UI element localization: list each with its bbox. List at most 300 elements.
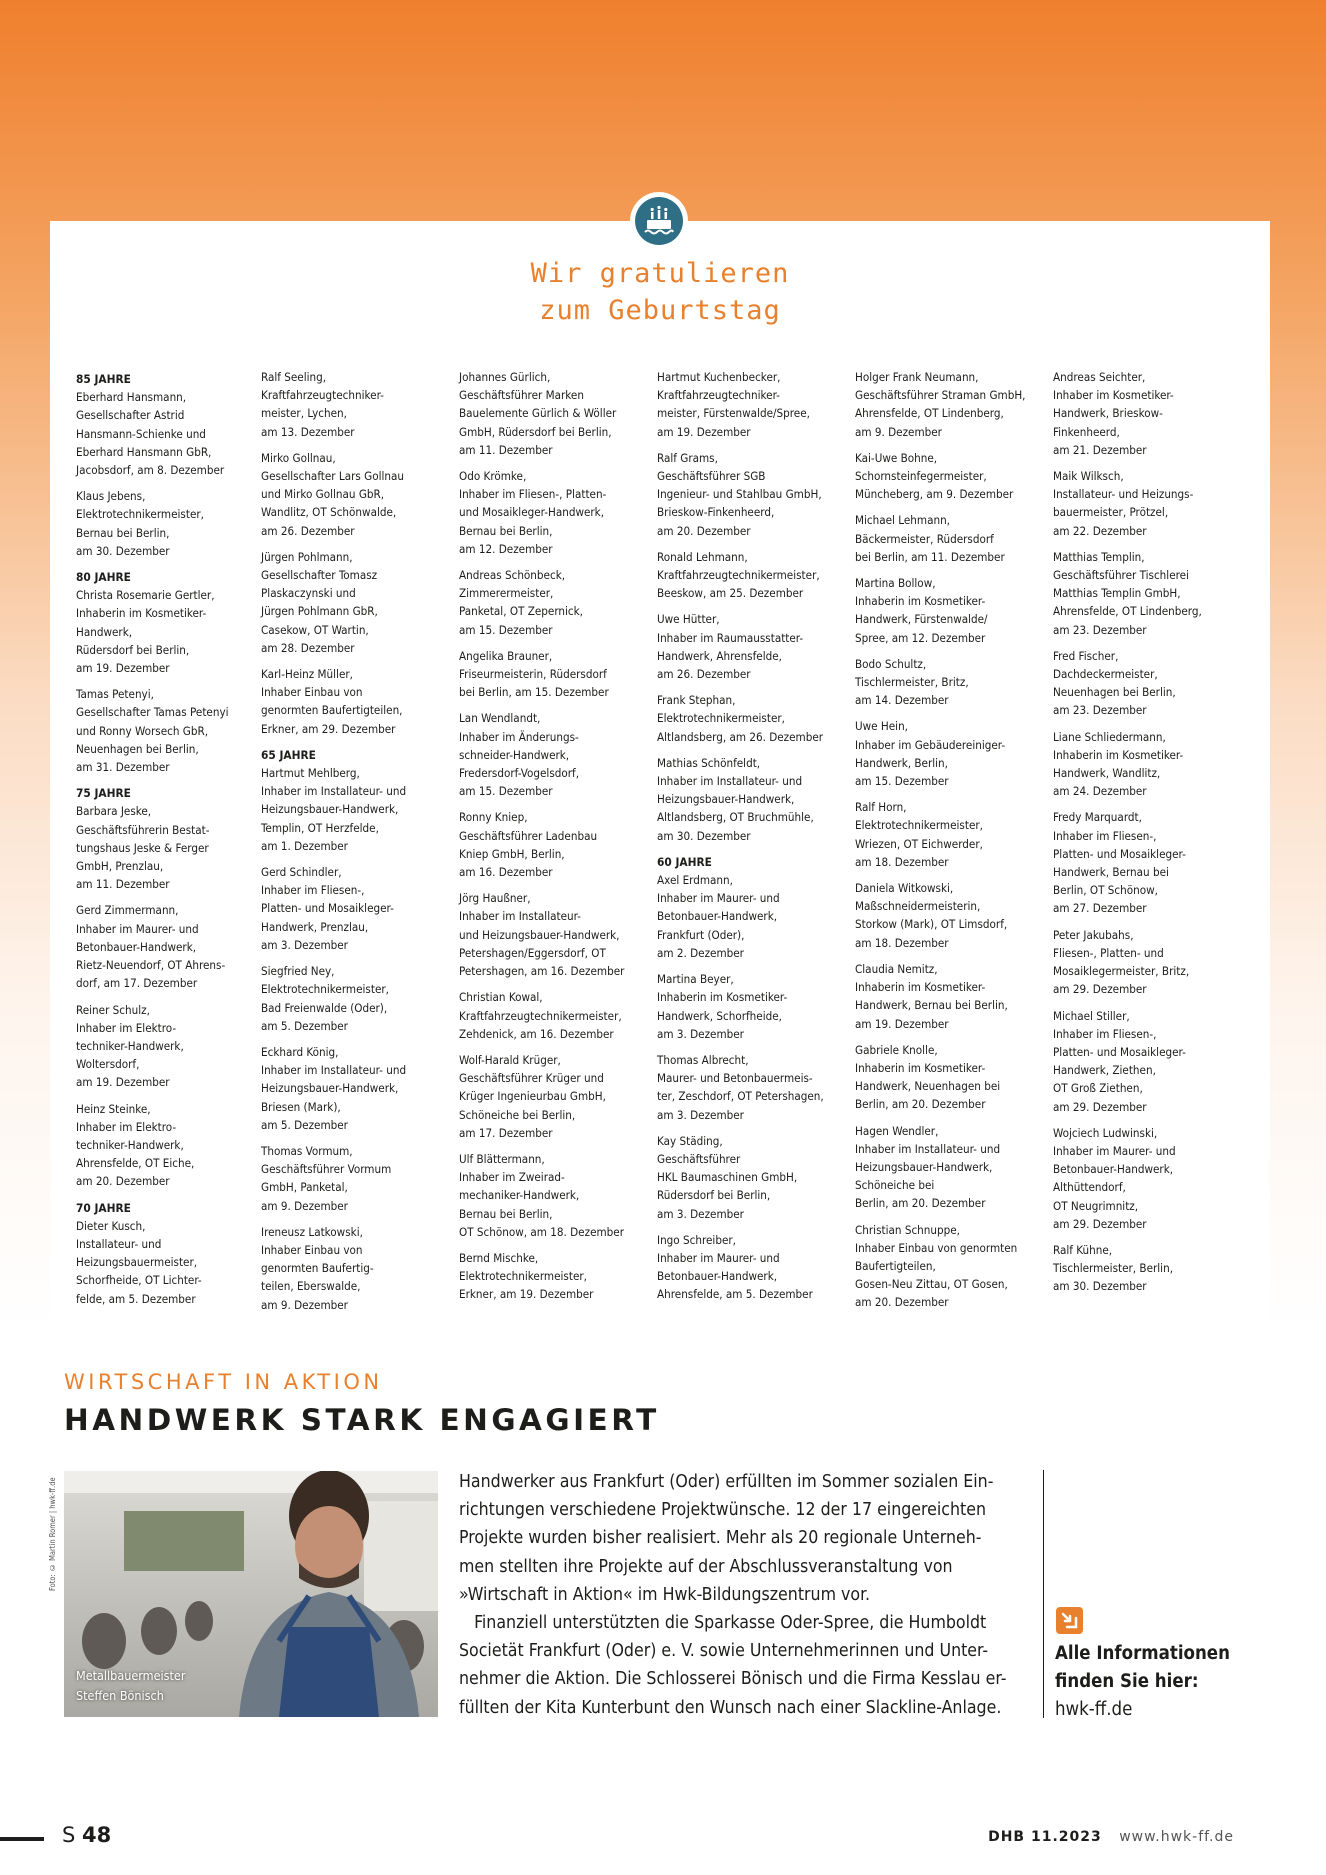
entry-line: Zehdenick, am 16. Dezember [459,1026,614,1041]
cake-badge [630,192,688,250]
entry-line: Berlin, OT Schönow, [1053,883,1158,898]
entry-line: Holger Frank Neumann, [855,370,979,384]
entry-line: genormten Baufertig- [261,1261,374,1276]
entry-line: Betonbauer-Handwerk, [657,1269,778,1284]
birthday-entry [855,960,1045,1033]
birthday-entry [657,1132,847,1223]
entry-line: Kraftfahrzeugtechniker- [657,388,780,403]
entry-line: am 27. Dezember [1053,901,1147,916]
entry-line: Hartmut Mehlberg, [261,766,360,781]
entry-line: Dachdeckermeister, [1053,667,1158,682]
entry-line: Geschäftsführer Straman GmbH, [855,388,1026,403]
entry-line: Hartmut Kuchenbecker, [657,370,781,384]
entry-line: Elektrotechnikermeister, [657,711,785,726]
birthday-entry [459,368,649,459]
entry-line: am 26. Dezember [261,523,355,538]
entry-line: Ronny Kniep, [459,810,528,825]
entry-line: am 29. Dezember [1053,1099,1147,1114]
entry-line: Fredersdorf-Vogelsdorf, [459,766,580,781]
entry-line: Gesellschafter Lars Gollnau [261,469,405,484]
entry-line: am 20. Dezember [76,1174,170,1189]
entry-line: Woltersdorf, [76,1057,140,1072]
entry-line: am 23. Dezember [1053,622,1147,637]
body-line: Handwerker aus Frankfurt (Oder) erfüllten im Sommer sozialen Ein- [459,1472,994,1492]
entry-line: Inhaber im Maurer- und [657,891,780,906]
entry-line: Inhaber im Fliesen-, [261,883,365,898]
entry-line: genormten Baufertigteilen, [261,703,403,718]
entry-line: am 3. Dezember [657,1206,744,1221]
entry-line: am 3. Dezember [261,937,348,952]
entry-line: Geschäftsführer Tischlerei [1053,568,1189,583]
birthday-entry [76,568,266,677]
entry-line: Ulf Blättermann, [459,1151,545,1166]
entry-line: Inhaber Einbau von [261,685,363,700]
birthday-column [1053,368,1243,1304]
entry-line: Inhaber im Kosmetiker- [1053,388,1174,403]
entry-line: am 9. Dezember [261,1297,348,1312]
info-link[interactable]: hwk-ff.de [1055,1699,1133,1720]
birthday-entry [657,691,847,746]
photo-caption [76,1666,185,1706]
birthday-entry [261,1223,451,1314]
entry-line: Handwerk, Bernau bei Berlin, [855,998,1008,1013]
entry-line: Beeskow, am 25. Dezember [657,586,804,601]
entry-line: felde, am 5. Dezember [76,1291,196,1306]
entry-line: Jürgen Pohlmann, [261,549,353,564]
birthday-entry [855,1221,1045,1312]
entry-line: Elektrotechnikermeister, [261,982,389,997]
entry-line: mechaniker-Handwerk, [459,1188,580,1203]
entry-line: Handwerk, Brieskow- [1053,406,1163,421]
entry-line: Ahrensfelde, OT Lindenberg, [1053,604,1202,619]
birthday-entry [261,665,451,738]
entry-line: Heizungsbauermeister, [76,1255,198,1270]
entry-line: Wandlitz, OT Schönwalde, [261,505,397,520]
footer-url[interactable]: www.hwk-ff.de [1119,1829,1234,1845]
info-heading: finden Sie hier: [1055,1671,1199,1692]
entry-line: Wriezen, OT Eichwerder, [855,836,983,851]
entry-line: Mirko Gollnau, [261,450,336,465]
entry-line: Geschäftsführer Ladenbau [459,828,598,843]
entry-line: Rüdersdorf bei Berlin, [76,642,190,657]
entry-line: Ireneusz Latkowski, [261,1224,363,1239]
entry-line: Inhaber im Installateur- und [261,784,407,799]
entry-line: am 19. Dezember [855,1016,949,1031]
article-body [459,1468,1041,1722]
entry-line: Rüdersdorf bei Berlin, [657,1188,771,1203]
entry-line: Heinz Steinke, [76,1101,151,1116]
entry-line: am 2. Dezember [657,945,744,960]
birthday-cake-icon [634,196,684,246]
entry-line: Uwe Hein, [855,719,908,734]
info-box [1055,1640,1230,1724]
entry-line: Maik Wilksch, [1053,469,1124,484]
entry-line: Handwerk, [76,624,133,639]
entry-line: am 26. Dezember [657,667,751,682]
entry-line: Angelika Brauner, [459,648,553,663]
entry-line: am 12. Dezember [459,541,553,556]
entry-line: Inhaber Einbau von genormten [855,1240,1018,1255]
entry-line: Baufertigteilen, [855,1258,936,1273]
page-prefix: S [62,1823,76,1847]
entry-line: Siegfried Ney, [261,964,335,979]
age-heading: 75 JAHRE [76,786,131,801]
age-heading: 80 JAHRE [76,570,131,585]
birthday-entry [1053,728,1243,801]
entry-line: Gesellschafter Astrid [76,408,185,423]
birthday-entry [855,655,1045,710]
entry-line: am 3. Dezember [657,1026,744,1041]
entry-line: Inhaber im Installateur- [459,909,581,924]
page-number [62,1823,111,1847]
birthday-entry [76,685,266,776]
birthday-column [261,368,451,1322]
age-heading: 65 JAHRE [261,747,316,762]
entry-line: am 16. Dezember [459,865,553,880]
birthday-entry [657,368,847,441]
entry-line: Christian Kowal, [459,990,543,1005]
entry-line: Inhaber im Änderungs- [459,729,579,744]
entry-line: GmbH, Rüdersdorf bei Berlin, [459,424,612,439]
arrow-link-icon[interactable] [1056,1607,1083,1634]
entry-line: Inhaber im Fliesen-, Platten- [459,487,607,502]
entry-line: am 15. Dezember [459,784,553,799]
entry-line: Klaus Jebens, [76,489,146,504]
caption-line: Steffen Bönisch [76,1688,164,1703]
birthday-entry [459,889,649,980]
entry-line: schneider-Handwerk, [459,747,570,762]
entry-line: Kraftfahrzeugtechnikermeister, [459,1008,622,1023]
entry-line: Platten- und Mosaikleger- [261,901,394,916]
entry-line: am 21. Dezember [1053,442,1147,457]
entry-line: Handwerk, Ziethen, [1053,1063,1156,1078]
issue-label: DHB 11.2023 [988,1829,1102,1845]
birthday-entry [657,853,847,962]
entry-line: Brieskow-Finkenheerd, [657,505,775,520]
entry-line: Bodo Schultz, [855,656,927,671]
birthday-entry [1053,647,1243,720]
entry-line: Ralf Seeling, [261,370,327,384]
entry-line: Althüttendorf, [1053,1180,1126,1195]
entry-line: Ahrensfelde, OT Lindenberg, [855,406,1004,421]
entry-line: am 19. Dezember [76,1075,170,1090]
entry-line: Installateur- und [76,1236,162,1251]
entry-line: Jacobsdorf, am 8. Dezember [76,463,225,478]
section-title-line: Wir gratulieren [530,258,790,289]
entry-line: Daniela Witkowski, [855,881,954,896]
body-line: richtungen verschiedene Projektwünsche. 12 der 17 eingereichten [459,1500,987,1521]
entry-line: Elektrotechnikermeister, [459,1269,587,1284]
entry-line: Müncheberg, am 9. Dezember [855,487,1014,502]
entry-line: Friseurmeisterin, Rüdersdorf [459,667,607,682]
birthday-entry [261,449,451,540]
birthday-entry [261,1043,451,1134]
entry-line: Thomas Albrecht, [657,1052,749,1067]
article-kicker: WIRTSCHAFT IN AKTION [64,1370,383,1394]
entry-line: Eberhard Hansmann, [76,390,187,405]
entry-line: Claudia Nemitz, [855,961,938,976]
birthday-entry [1053,926,1243,999]
entry-line: Heizungsbauer-Handwerk, [855,1159,993,1174]
entry-line: Storkow (Mark), OT Limsdorf, [855,917,1008,932]
entry-line: Fred Fischer, [1053,648,1119,663]
entry-line: Inhaber im Zweirad- [459,1170,565,1185]
birthday-entry [459,808,649,881]
entry-line: Inhaberin im Kosmetiker- [1053,747,1184,762]
entry-line: Ralf Grams, [657,450,718,465]
birthday-entry [459,1051,649,1142]
entry-line: am 19. Dezember [657,424,751,439]
entry-line: meister, Fürstenwalde/Spree, [657,406,810,421]
entry-line: und Mosaikleger-Handwerk, [459,505,605,520]
section-title-line: zum Geburtstag [539,295,781,326]
birthday-entry [855,574,1045,647]
entry-line: Ralf Horn, [855,800,907,815]
entry-line: Schöneiche bei Berlin, [459,1107,576,1122]
birthday-entry [855,798,1045,871]
entry-line: Inhaber im Installateur- und [657,774,803,789]
entry-line: Ahrensfelde, OT Eiche, [76,1156,195,1171]
entry-line: Kraftfahrzeugtechnikermeister, [657,568,820,583]
entry-line: Geschäftsführer SGB [657,469,766,484]
body-line: füllten der Kita Kunterbunt den Wunsch nach einer Slackline-Anlage. [459,1697,1002,1718]
birthday-entry [76,370,266,479]
entry-line: Inhaberin im Kosmetiker- [855,594,986,609]
entry-line: Neuenhagen bei Berlin, [76,741,199,756]
entry-line: am 14. Dezember [855,693,949,708]
entry-line: Handwerk, Wandlitz, [1053,766,1161,781]
entry-line: Peter Jakubahs, [1053,927,1134,942]
entry-line: Berlin, am 20. Dezember [855,1196,986,1211]
entry-line: Betonbauer-Handwerk, [1053,1162,1174,1177]
birthday-entry [76,1100,266,1191]
entry-line: Bäckermeister, Rüdersdorf [855,531,994,546]
birthday-entry [261,746,451,855]
entry-line: OT Schönow, am 18. Dezember [459,1224,624,1239]
entry-line: Kniep GmbH, Berlin, [459,846,565,861]
entry-line: Gesellschafter Tamas Petenyi [76,705,229,720]
entry-line: am 29. Dezember [1053,982,1147,997]
entry-line: am 5. Dezember [261,1117,348,1132]
entry-line: Handwerk, Neuenhagen bei [855,1079,1001,1094]
entry-line: Wolf-Harald Krüger, [459,1052,561,1067]
entry-line: Kay Städing, [657,1133,723,1148]
entry-line: Bernau bei Berlin, [459,523,553,538]
entry-line: Finkenheerd, [1053,424,1120,439]
entry-line: Betonbauer-Handwerk, [76,939,197,954]
entry-line: Maßschneidermeisterin, [855,899,981,914]
entry-line: Geschäftsführer [657,1151,741,1166]
entry-line: Ingo Schreiber, [657,1232,736,1247]
entry-line: Eberhard Hansmann GbR, [76,444,212,459]
birthday-entry [657,449,847,540]
body-line: Finanziell unterstützten die Sparkasse Oder-Spree, die Humboldt [459,1613,987,1634]
entry-line: Berlin, am 20. Dezember [855,1097,986,1112]
entry-line: Spree, am 12. Dezember [855,630,986,645]
birthday-entry [459,1150,649,1241]
entry-line: Betonbauer-Handwerk, [657,909,778,924]
article-title: HANDWERK STARK ENGAGIERT [64,1403,660,1437]
birthday-entry [1053,1241,1243,1296]
birthday-entry [76,784,266,893]
entry-line: am 20. Dezember [855,1295,949,1310]
entry-line: Handwerk, Ahrensfelde, [657,648,782,663]
entry-line: Reiner Schulz, [76,1002,150,1017]
birthday-entry [657,1051,847,1124]
entry-line: Frank Stephan, [657,693,736,708]
entry-line: Briesen (Mark), [261,1099,341,1114]
body-line: Societät Frankfurt (Oder) e. V. sowie Unternehmerinnen und Unter- [459,1641,989,1662]
entry-line: am 30. Dezember [1053,1279,1147,1294]
birthday-entry [76,487,266,560]
entry-line: Ahrensfelde, am 5. Dezember [657,1287,813,1302]
birthday-entry [459,467,649,558]
birthday-entry [76,901,266,992]
birthday-column [855,368,1045,1320]
birthday-entry [76,1001,266,1092]
entry-line: Thomas Vormum, [261,1143,353,1158]
entry-line: Kai-Uwe Bohne, [855,450,938,465]
entry-line: Ralf Kühne, [1053,1242,1113,1257]
birthday-entry [1053,368,1243,459]
birthday-entry [1053,808,1243,917]
birthday-entry [855,511,1045,566]
entry-line: am 28. Dezember [261,640,355,655]
birthday-entry [1053,1007,1243,1116]
birthday-entry [855,717,1045,790]
entry-line: teilen, Eberswalde, [261,1279,361,1294]
entry-line: Michael Stiller, [1053,1008,1130,1023]
entry-line: Schorfheide, OT Lichter- [76,1273,202,1288]
entry-line: Heizungsbauer-Handwerk, [657,792,795,807]
entry-line: Casekow, OT Wartin, [261,622,369,637]
entry-line: Schöneiche bei [855,1178,935,1193]
age-heading: 60 JAHRE [657,854,712,869]
entry-line: Inhaber im Installateur- und [855,1141,1001,1156]
entry-line: Installateur- und Heizungs- [1053,487,1194,502]
birthday-entry [657,610,847,683]
entry-line: am 20. Dezember [657,523,751,538]
birthday-entry [855,368,1045,441]
page-number-value: 48 [82,1823,112,1847]
entry-line: Zimmerermeister, [459,586,554,601]
entry-line: GmbH, Prenzlau, [76,859,164,874]
entry-line: techniker-Handwerk, [76,1038,184,1053]
entry-line: Gabriele Knolle, [855,1042,938,1057]
entry-line: Inhaber Einbau von [261,1242,363,1257]
entry-line: Petershagen/Eggersdorf, OT [459,945,606,960]
age-heading: 85 JAHRE [76,372,131,386]
entry-line: Bernd Mischke, [459,1250,539,1265]
entry-line: am 30. Dezember [76,543,170,558]
entry-line: Bernau bei Berlin, [459,1206,553,1221]
birthday-entry [261,368,451,441]
entry-line: Inhaber im Elektro- [76,1119,177,1134]
birthday-entry [459,566,649,639]
entry-line: Christian Schnuppe, [855,1222,960,1237]
entry-line: Martina Beyer, [657,972,734,987]
entry-line: Altlandsberg, am 26. Dezember [657,729,824,744]
birthday-column [657,368,847,1312]
photo-credit: Foto: © Martin Romer | hwk-ff.de [48,1477,57,1591]
entry-line: Tamas Petenyi, [76,687,154,702]
entry-line: Kraftfahrzeugtechniker- [261,388,384,403]
entry-line: Inhaberin im Kosmetiker- [855,980,986,995]
entry-line: am 15. Dezember [855,774,949,789]
entry-line: Handwerk, Prenzlau, [261,919,369,934]
entry-line: Heizungsbauer-Handwerk, [261,802,399,817]
entry-line: Inhaberin im Kosmetiker- [76,606,207,621]
birthday-column [76,368,266,1316]
entry-line: Neuenhagen bei Berlin, [1053,685,1176,700]
entry-line: Elektrotechnikermeister, [76,507,204,522]
entry-line: Jürgen Pohlmann GbR, [261,604,378,619]
birthday-entry [657,1231,847,1304]
entry-line: am 18. Dezember [855,935,949,950]
entry-line: Tischlermeister, Britz, [855,675,969,690]
entry-line: am 30. Dezember [657,828,751,843]
birthday-entry [459,988,649,1043]
entry-line: Matthias Templin GmbH, [1053,586,1181,601]
entry-line: am 18. Dezember [855,854,949,869]
entry-line: Inhaber im Maurer- und [1053,1143,1176,1158]
entry-line: Axel Erdmann, [657,873,733,888]
entry-line: am 5. Dezember [261,1018,348,1033]
entry-line: meister, Lychen, [261,406,347,421]
birthday-list [76,368,1246,1318]
birthday-entry [261,548,451,657]
entry-line: und Heizungsbauer-Handwerk, [459,927,620,942]
entry-line: Gosen-Neu Zittau, OT Gosen, [855,1277,1008,1292]
entry-line: Inhaber im Maurer- und [76,921,199,936]
body-line: Projekte wurden bisher realisiert. Mehr als 20 regionale Unterneh- [459,1528,982,1549]
entry-line: Inhaber im Installateur- und [261,1063,407,1078]
entry-line: Handwerk, Berlin, [855,755,948,770]
entry-line: Bernau bei Berlin, [76,525,170,540]
entry-line: Erkner, am 19. Dezember [459,1287,594,1302]
entry-line: techniker-Handwerk, [76,1137,184,1152]
entry-line: Liane Schliedermann, [1053,729,1166,744]
entry-line: Matthias Templin, [1053,549,1145,564]
entry-line: Hagen Wendler, [855,1123,939,1138]
entry-line: GmbH, Panketal, [261,1180,348,1195]
entry-line: am 31. Dezember [76,760,170,775]
entry-line: OT Neugrimnitz, [1053,1198,1139,1213]
entry-line: ter, Zeschdorf, OT Petershagen, [657,1089,824,1104]
entry-line: bei Berlin, am 15. Dezember [459,685,609,700]
entry-line: Uwe Hütter, [657,612,720,627]
entry-line: Handwerk, Bernau bei [1053,865,1169,880]
entry-line: Bauelemente Gürlich & Wöller [459,406,617,421]
entry-line: bauermeister, Prötzel, [1053,505,1169,520]
entry-line: Inhaberin im Kosmetiker- [657,990,788,1005]
entry-line: am 19. Dezember [76,661,170,676]
entry-line: am 23. Dezember [1053,703,1147,718]
entry-line: Panketal, OT Zepernick, [459,604,583,619]
entry-line: am 29. Dezember [1053,1216,1147,1231]
entry-line: Inhaber im Fliesen-, [1053,1026,1157,1041]
birthday-entry [459,709,649,800]
entry-line: Ingenieur- und Stahlbau GmbH, [657,487,822,502]
entry-line: am 17. Dezember [459,1125,553,1140]
entry-line: Inhaber im Gebäudereiniger- [855,737,1006,752]
entry-line: Inhaber im Fliesen-, [1053,828,1157,843]
entry-line: am 11. Dezember [459,442,553,457]
entry-line: Frankfurt (Oder), [657,927,745,942]
entry-line: Andreas Schönbeck, [459,568,566,583]
entry-line: Handwerk, Fürstenwalde/ [855,612,988,627]
birthday-entry [459,1249,649,1304]
